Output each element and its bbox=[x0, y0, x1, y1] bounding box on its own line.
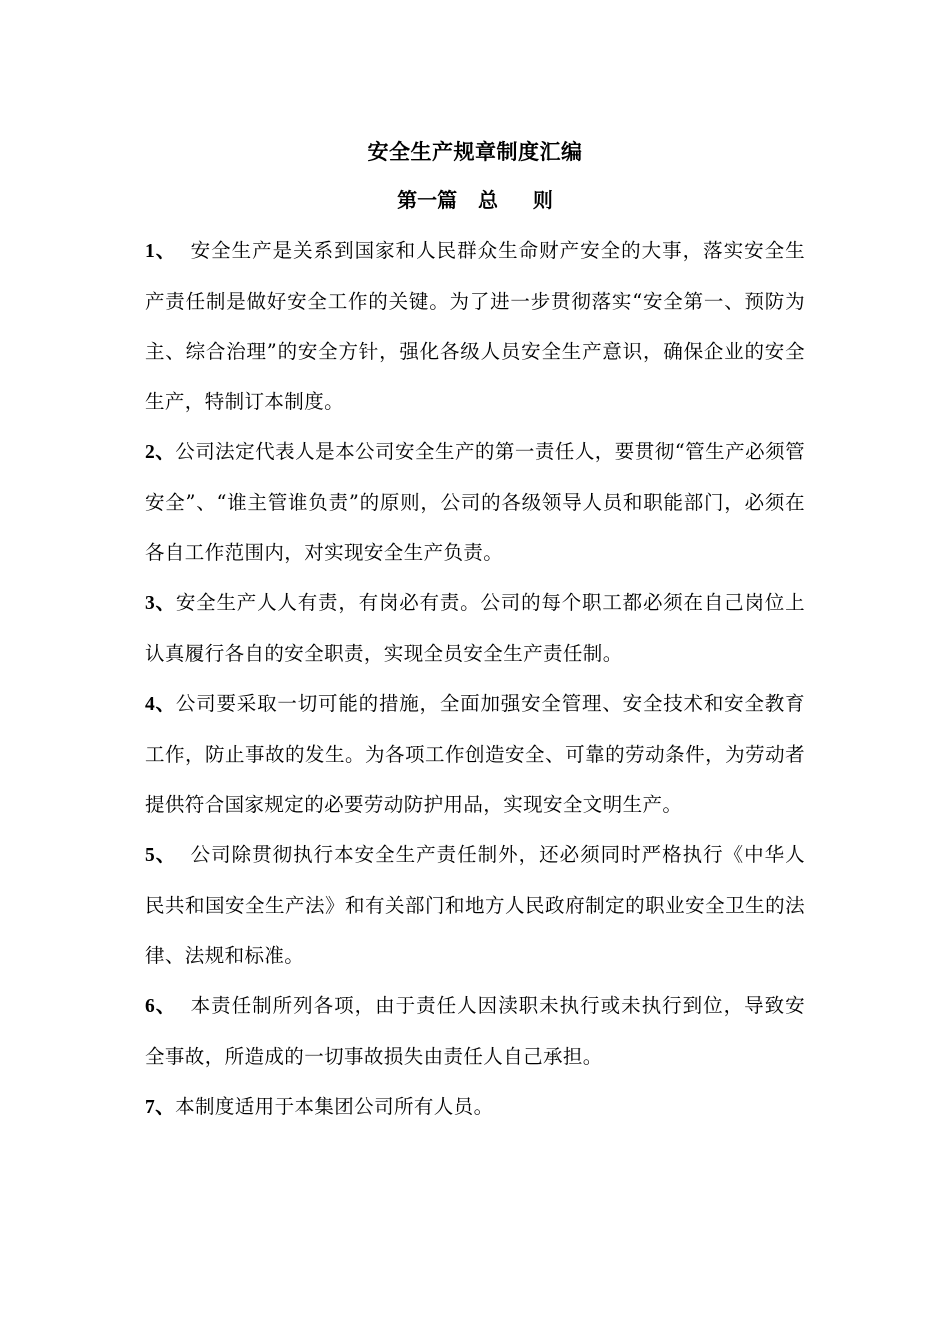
article-number: 3、 bbox=[145, 593, 176, 614]
article-paragraph bbox=[145, 679, 805, 830]
article-text: 安全生产人人有责，有岗必有责。公司的每个职工都必须在自己岗位上认真履行各自的安全职责，实现全员安全生产责任制。 bbox=[145, 591, 805, 665]
article-paragraph bbox=[145, 830, 805, 981]
document-page bbox=[145, 132, 805, 1133]
article-number: 6、 bbox=[145, 996, 177, 1017]
article-number: 4、 bbox=[145, 694, 176, 715]
article-paragraph bbox=[145, 1082, 805, 1133]
article-number: 1、 bbox=[145, 241, 177, 262]
section-heading: 第一篇 总 则 bbox=[397, 188, 553, 212]
article-text: 公司法定代表人是本公司安全生产的第一责任人，要贯彻“管生产必须管安全”、“谁主管谁负责”的原则，公司的各级领导人员和职能部门，必须在各自工作范围内，对实现安全生产负责。 bbox=[145, 440, 805, 564]
document-title: 安全生产规章制度汇编 bbox=[367, 140, 583, 164]
article-number: 7、 bbox=[145, 1097, 176, 1118]
article-text: 公司要采取一切可能的措施，全面加强安全管理、安全技术和安全教育工作，防止事故的发生。为各项工作创造安全、可靠的劳动条件，为劳动者提供符合国家规定的必要劳动防护用品，实现安全文明生产。 bbox=[145, 692, 805, 816]
article-text: 本责任制所列各项，由于责任人因渎职未执行或未执行到位，导致安全事故，所造成的一切事故损失由责任人自己承担。 bbox=[145, 994, 805, 1068]
article-paragraph bbox=[145, 427, 805, 578]
article-paragraph bbox=[145, 981, 805, 1082]
article-paragraph bbox=[145, 226, 805, 427]
article-text: 公司除贯彻执行本安全生产责任制外，还必须同时严格执行《中华人民共和国安全生产法》和有关部门和地方人民政府制定的职业安全卫生的法律、法规和标准。 bbox=[145, 843, 805, 967]
article-text: 本制度适用于本集团公司所有人员。 bbox=[175, 1095, 494, 1118]
article-number: 2、 bbox=[145, 442, 176, 463]
article-paragraph bbox=[145, 578, 805, 679]
article-number: 5、 bbox=[145, 845, 177, 866]
article-text: 安全生产是关系到国家和人民群众生命财产安全的大事，落实安全生产责任制是做好安全工作的关键。为了进一步贯彻落实“安全第一、预防为主、综合治理”的安全方针，强化各级人员安全生产意识，确保企业的安全生产，特制订本制度。 bbox=[145, 239, 805, 413]
